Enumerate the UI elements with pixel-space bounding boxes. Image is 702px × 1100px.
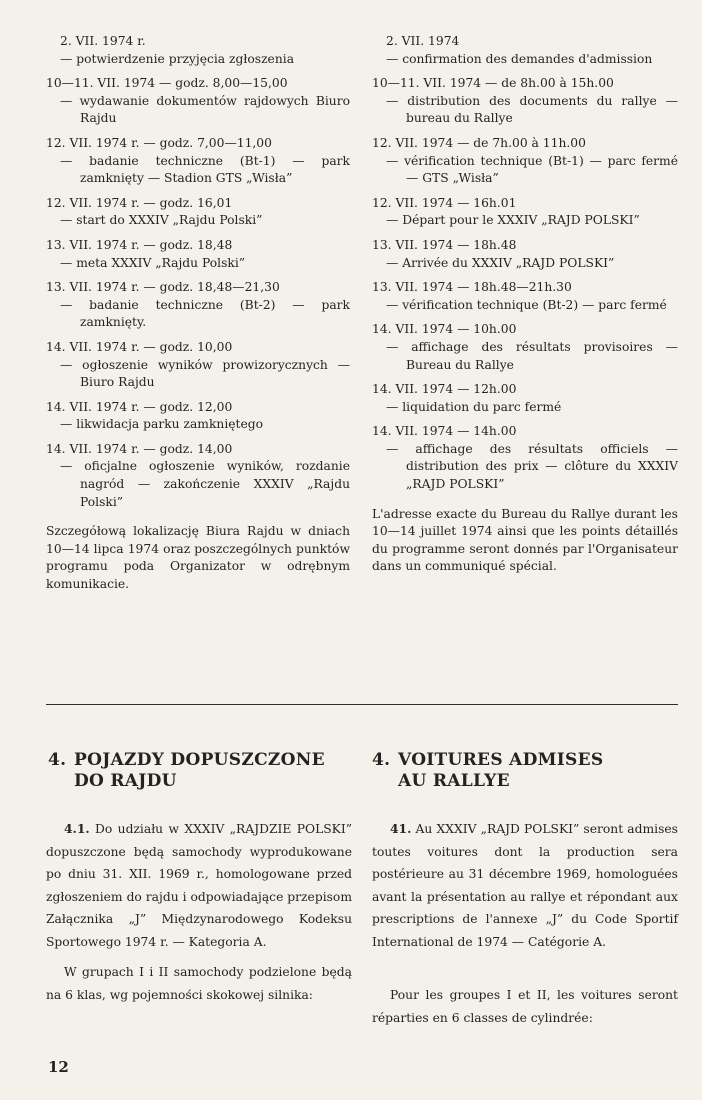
entry-date: 13. VII. 1974 — 18h.48—21h.30: [372, 280, 572, 295]
entry-date: 10—11. VII. 1974 — godz. 8,00—15,00: [46, 76, 288, 91]
paragraph: [372, 818, 678, 953]
entry-description: — vérification technique (Bt-1) — parc fermé — GTS „Wisła”: [386, 153, 678, 186]
polish-note: Szczegółową lokalizację Biura Rajdu w dniach 10—14 lipca 1974 oraz poszczególnych punktów programu poda Organizator w odrębnym komunikacie.: [46, 524, 350, 592]
entry-date: 14. VII. 1974 — 12h.00: [372, 382, 517, 397]
entry-date: 12. VII. 1974 r. — godz. 7,00—11,00: [46, 135, 272, 150]
section-title-line2: AU RALLYE: [398, 771, 510, 791]
entry-date: 14. VII. 1974 r. — godz. 10,00: [46, 339, 233, 354]
schedule-entry: [372, 321, 678, 374]
schedule-entry: [372, 75, 678, 128]
paragraph-number: 4.1.: [64, 821, 90, 836]
schedule-entry: [372, 423, 678, 493]
section-heading-fr: [372, 750, 672, 792]
entry-description: — ogłoszenie wyników prowizorycznych — Biuro Rajdu: [60, 357, 350, 390]
entry-description: — meta XXXIV „Rajdu Polski”: [60, 255, 246, 270]
entry-description: — distribution des documents du rallye — bureau du Rallye: [386, 93, 678, 126]
schedule-entry: [46, 237, 350, 272]
entry-date: 12. VII. 1974 — 16h.01: [372, 195, 517, 210]
entry-date: 14. VII. 1974 — 10h.00: [372, 322, 517, 337]
entry-date: 13. VII. 1974 r. — godz. 18,48—21,30: [46, 280, 280, 295]
entry-date: 13. VII. 1974 r. — godz. 18,48: [46, 237, 233, 252]
entry-date: 14. VII. 1974 — 14h.00: [372, 424, 517, 439]
paragraph-text: Au XXXIV „RAJD POLSKI” seront admises toutes voitures dont la production sera postérieure au 31 décembre 1969, homologuées avant la présentation au rallye et répondant aux prescriptions de l'annexe „J” du Code Sportif International de 1974 — Catégorie A.: [372, 822, 678, 949]
section-heading-pl: [48, 750, 348, 792]
section-title-line1: VOITURES ADMISES: [398, 750, 604, 770]
schedule-entry: [372, 135, 678, 188]
entry-date: 14. VII. 1974 r. — godz. 12,00: [46, 399, 233, 414]
section-number: 4.: [48, 750, 67, 770]
section-title-line2: DO RAJDU: [74, 771, 177, 791]
entry-date: 2. VII. 1974 r.: [60, 34, 146, 48]
entry-description: — confirmation des demandes d'admission: [386, 51, 653, 66]
schedule-entry: [46, 75, 350, 128]
schedule-entry: [372, 237, 678, 272]
entry-description: — liquidation du parc fermé: [386, 399, 562, 414]
paragraph: [46, 818, 352, 953]
entry-description: — likwidacja parku zamkniętego: [60, 417, 264, 432]
paragraph-number: 41.: [390, 821, 412, 836]
entry-date: 14. VII. 1974 r. — godz. 14,00: [46, 441, 233, 456]
entry-description: — wydawanie dokumentów rajdowych Biuro Rajdu: [60, 93, 350, 126]
entry-description: — Départ pour le XXXIV „RAJD POLSKI”: [386, 213, 640, 228]
schedule-entry: [372, 381, 678, 416]
entry-date: 13. VII. 1974 — 18h.48: [372, 237, 517, 252]
schedule-entry: [372, 279, 678, 314]
paragraph: W grupach I i II samochody podzielone będą na 6 klas, wg pojemności skokowej silnika:: [46, 965, 352, 1002]
entry-description: — affichage des résultats officiels — distribution des prix — clôture du XXXIV „RAJD POLSKI”: [386, 441, 678, 492]
schedule-entry: [46, 279, 350, 332]
schedule-entry: [46, 195, 350, 230]
paragraph: Pour les groupes I et II, les voitures seront réparties en 6 classes de cylindrée:: [372, 988, 678, 1025]
schedule-entry: [372, 195, 678, 230]
french-schedule-column: [372, 33, 678, 576]
section-number: 4.: [372, 750, 391, 770]
entry-description: — badanie techniczne (Bt-2) — park zamknięty.: [60, 297, 350, 330]
schedule-entry: [46, 33, 350, 68]
paragraph-text: Do udziału w XXXIV „RAJDZIE POLSKI” dopuszczone będą samochody wyprodukowane po dniu 31. XII. 1969 r., homologowane przed zgłoszeniem do rajdu i odpowiadające przepisom Załącznika „J” Międzynarodowego Kodeksu Sportowego 1974 r. — Kategoria A.: [46, 822, 352, 949]
entry-date: 12. VII. 1974 r. — godz. 16,01: [46, 195, 233, 210]
entry-description: — badanie techniczne (Bt-1) — park zamknięty — Stadion GTS „Wisła”: [60, 153, 350, 186]
entry-description: — potwierdzenie przyjęcia zgłoszenia: [60, 51, 295, 66]
section-divider: [46, 704, 678, 705]
schedule-entry: [46, 399, 350, 434]
entry-description: — vérification technique (Bt-2) — parc fermé: [386, 297, 667, 312]
schedule-entry: [46, 339, 350, 392]
page-number: 12: [48, 1058, 69, 1076]
schedule-entry: [46, 135, 350, 188]
schedule-entry: [372, 33, 678, 68]
entry-date: 2. VII. 1974: [386, 34, 460, 48]
entry-date: 10—11. VII. 1974 — de 8h.00 à 15h.00: [372, 76, 614, 91]
french-note: L'adresse exacte du Bureau du Rallye durant les 10—14 juillet 1974 ainsi que les points détaillés du programme seront donnés par l'Organisateur dans un communiqué spécial.: [372, 506, 678, 574]
section-body-fr: [372, 818, 678, 1029]
schedule-entry: [46, 441, 350, 511]
entry-description: — Arrivée du XXXIV „RAJD POLSKI”: [386, 255, 615, 270]
entry-description: — affichage des résultats provisoires — Bureau du Rallye: [386, 339, 678, 372]
entry-date: 12. VII. 1974 — de 7h.00 à 11h.00: [372, 135, 586, 150]
section-body-pl: [46, 818, 352, 1006]
entry-description: — start do XXXIV „Rajdu Polski”: [60, 213, 263, 228]
section-title-line1: POJAZDY DOPUSZCZONE: [74, 750, 325, 770]
entry-description: — oficjalne ogłoszenie wyników, rozdanie nagród — zakończenie XXXIV „Rajdu Polski”: [60, 459, 350, 509]
polish-schedule-column: [46, 33, 350, 594]
